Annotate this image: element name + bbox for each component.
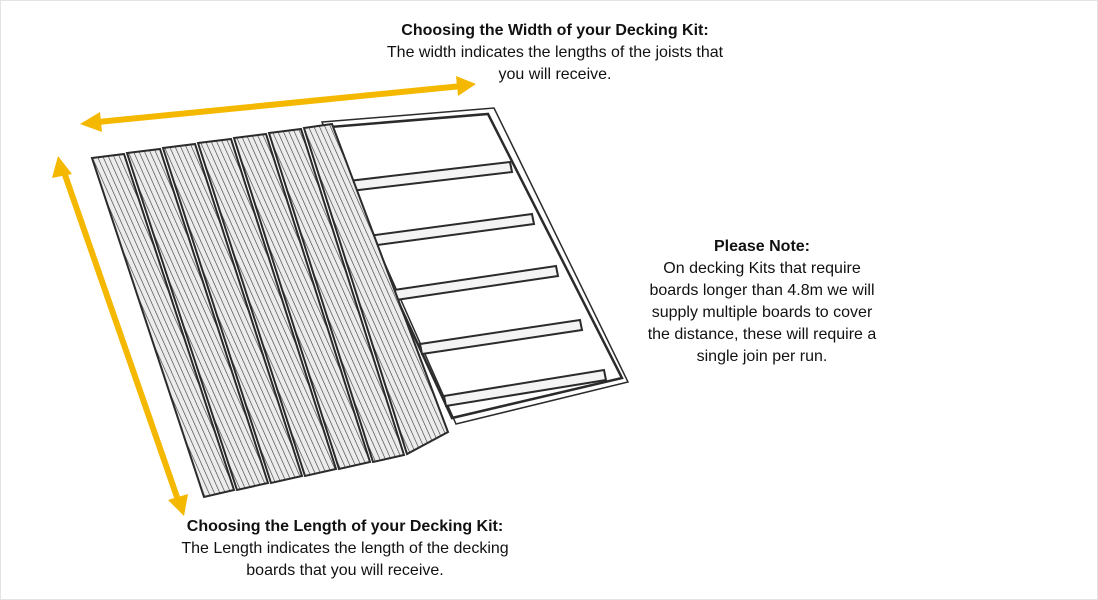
length-note-line: boards that you will receive. (246, 562, 444, 579)
please-note-line: single join per run. (696, 348, 828, 365)
length-note-heading: Choosing the Length of your Decking Kit: (186, 518, 504, 535)
length-note (120, 516, 570, 582)
please-note-line: supply multiple boards to cover (651, 304, 873, 321)
please-note-heading: Please Note: (713, 238, 811, 255)
please-note (612, 236, 912, 368)
length-note-line: The Length indicates the length of the decking (181, 540, 509, 557)
please-note-line: the distance, these will require a (647, 326, 877, 343)
width-note-heading: Choosing the Width of your Decking Kit: (401, 22, 709, 39)
please-note-line: On decking Kits that require (663, 260, 861, 277)
width-note (320, 20, 790, 86)
width-note-line: The width indicates the lengths of the joists that (386, 44, 724, 61)
please-note-line: boards longer than 4.8m we will (649, 282, 875, 299)
width-note-line: you will receive. (498, 66, 612, 83)
